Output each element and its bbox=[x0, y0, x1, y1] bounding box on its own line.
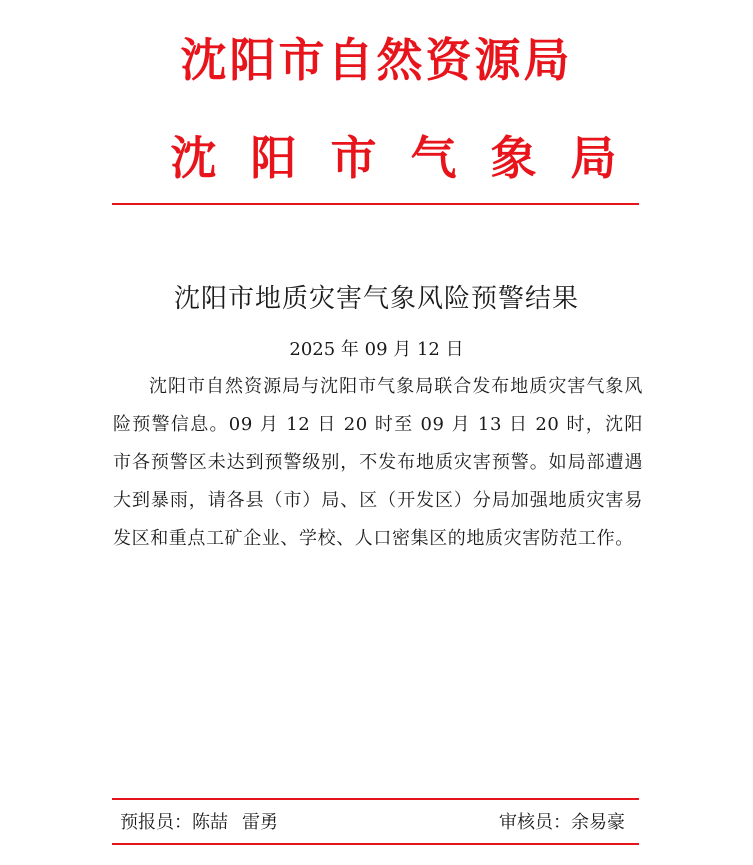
document-body: 沈阳市自然资源局与沈阳市气象局联合发布地质灾害气象风险预警信息。09 月 12 日 20 时至 09 月 13 日 20 时，沈阳市各预警区未达到预警级别，不发布地质灾害预警。如局部遭遇大到暴雨，请各县（市）局、区（开发区）分局加强地质灾害易发区和重点工矿企业、学校、人口密集区的地质灾害防范工作。 bbox=[113, 376, 643, 549]
forecaster-name-2: 雷勇 bbox=[242, 812, 278, 833]
issuing-agency-meteorological: 沈阳市气象局 bbox=[170, 131, 651, 185]
reviewer-label: 审核员： bbox=[499, 812, 571, 833]
document-title: 沈阳市地质灾害气象风险预警结果 bbox=[173, 284, 579, 314]
footer-signatures bbox=[120, 808, 625, 836]
forecaster-name-1: 陈喆 bbox=[192, 812, 228, 833]
reviewer-block bbox=[499, 808, 625, 834]
footer-top-divider bbox=[112, 798, 639, 800]
header-red-divider bbox=[112, 203, 639, 205]
forecaster-label: 预报员： bbox=[120, 812, 192, 833]
document-date: 2025 年 09 月 12 日 bbox=[289, 339, 464, 360]
issuing-agency-natural-resources: 沈阳市自然资源局 bbox=[180, 33, 573, 87]
forecaster-block bbox=[120, 808, 278, 834]
footer-bottom-divider bbox=[112, 843, 639, 845]
reviewer-name: 余易豪 bbox=[571, 812, 625, 833]
